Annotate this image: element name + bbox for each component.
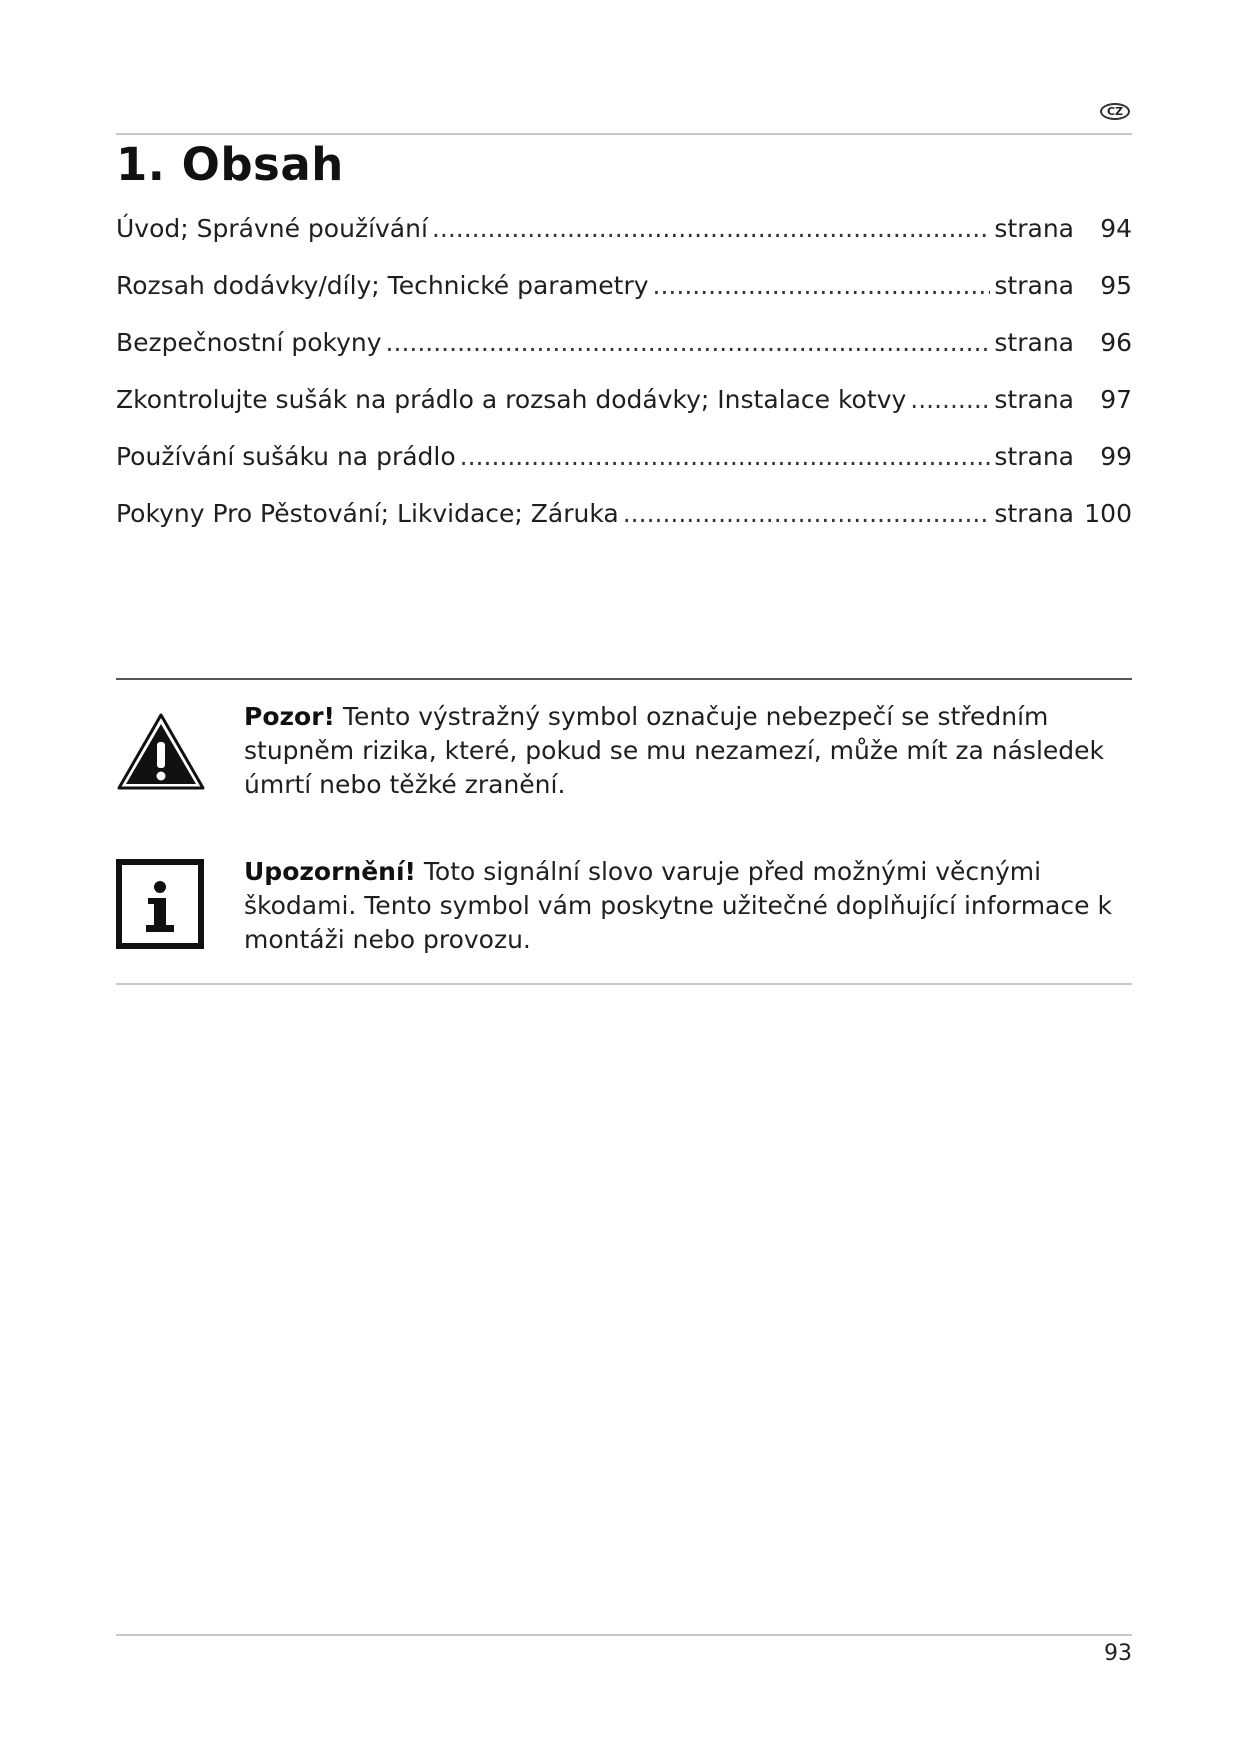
toc-leader-dots	[623, 499, 991, 528]
toc-entry[interactable]	[116, 214, 1132, 271]
toc-leader-dots	[386, 328, 991, 357]
notice-section-bottom-divider	[116, 983, 1132, 985]
toc-entry-label: Zkontrolujte sušák na prádlo a rozsah dodávky; Instalace kotvy	[116, 385, 907, 414]
toc-leader-dots	[432, 214, 990, 243]
info-notice	[116, 855, 1132, 965]
footer-divider	[116, 1634, 1132, 1636]
warning-notice	[116, 700, 1132, 810]
table-of-contents	[116, 214, 1132, 556]
warning-description: Tento výstražný symbol označuje nebezpečí se středním stupněm rizika, které, pokud se mu nezamezí, může mít za následek úmrtí nebo těžké zranění.	[244, 702, 1104, 799]
language-badge: CZ	[1100, 103, 1130, 120]
toc-strana-label: strana	[994, 214, 1074, 243]
toc-page-number: 94	[1100, 214, 1132, 243]
warning-text	[244, 700, 1134, 802]
toc-entry-label: Bezpečnostní pokyny	[116, 328, 382, 357]
toc-page-number: 96	[1100, 328, 1132, 357]
toc-strana-label: strana	[994, 385, 1074, 414]
toc-page-number: 99	[1100, 442, 1132, 471]
toc-strana-label: strana	[994, 271, 1074, 300]
warning-triangle-icon	[116, 712, 206, 792]
toc-leader-dots	[460, 442, 991, 471]
toc-entry-label: Rozsah dodávky/díly; Technické parametry	[116, 271, 649, 300]
page-number: 93	[1104, 1641, 1132, 1666]
toc-entry[interactable]	[116, 385, 1132, 442]
info-text	[244, 855, 1134, 957]
toc-entry-label: Používání sušáku na prádlo	[116, 442, 456, 471]
toc-entry-label: Úvod; Správné používání	[116, 214, 428, 243]
toc-leader-dots	[910, 385, 990, 414]
toc-leader-dots	[653, 271, 991, 300]
toc-strana-label: strana	[994, 442, 1074, 471]
info-icon	[116, 859, 204, 949]
info-description: Toto signální slovo varuje před možnými věcnými škodami. Tento symbol vám poskytne užitečné doplňující informace k montáži nebo provozu.	[244, 857, 1112, 954]
warning-signal-word: Pozor!	[244, 702, 335, 731]
toc-page-number: 95	[1100, 271, 1132, 300]
toc-page-number: 100	[1084, 499, 1132, 528]
toc-entry[interactable]	[116, 499, 1132, 556]
toc-page-number: 97	[1100, 385, 1132, 414]
toc-entry[interactable]	[116, 328, 1132, 385]
notice-section-top-divider	[116, 678, 1132, 680]
toc-entry[interactable]	[116, 271, 1132, 328]
info-signal-word: Upozornění!	[244, 857, 416, 886]
toc-strana-label: strana	[994, 499, 1074, 528]
page-title: 1. Obsah	[116, 138, 344, 191]
toc-entry[interactable]	[116, 442, 1132, 499]
toc-strana-label: strana	[994, 328, 1074, 357]
toc-entry-label: Pokyny Pro Pěstování; Likvidace; Záruka	[116, 499, 619, 528]
header-divider	[116, 133, 1132, 135]
